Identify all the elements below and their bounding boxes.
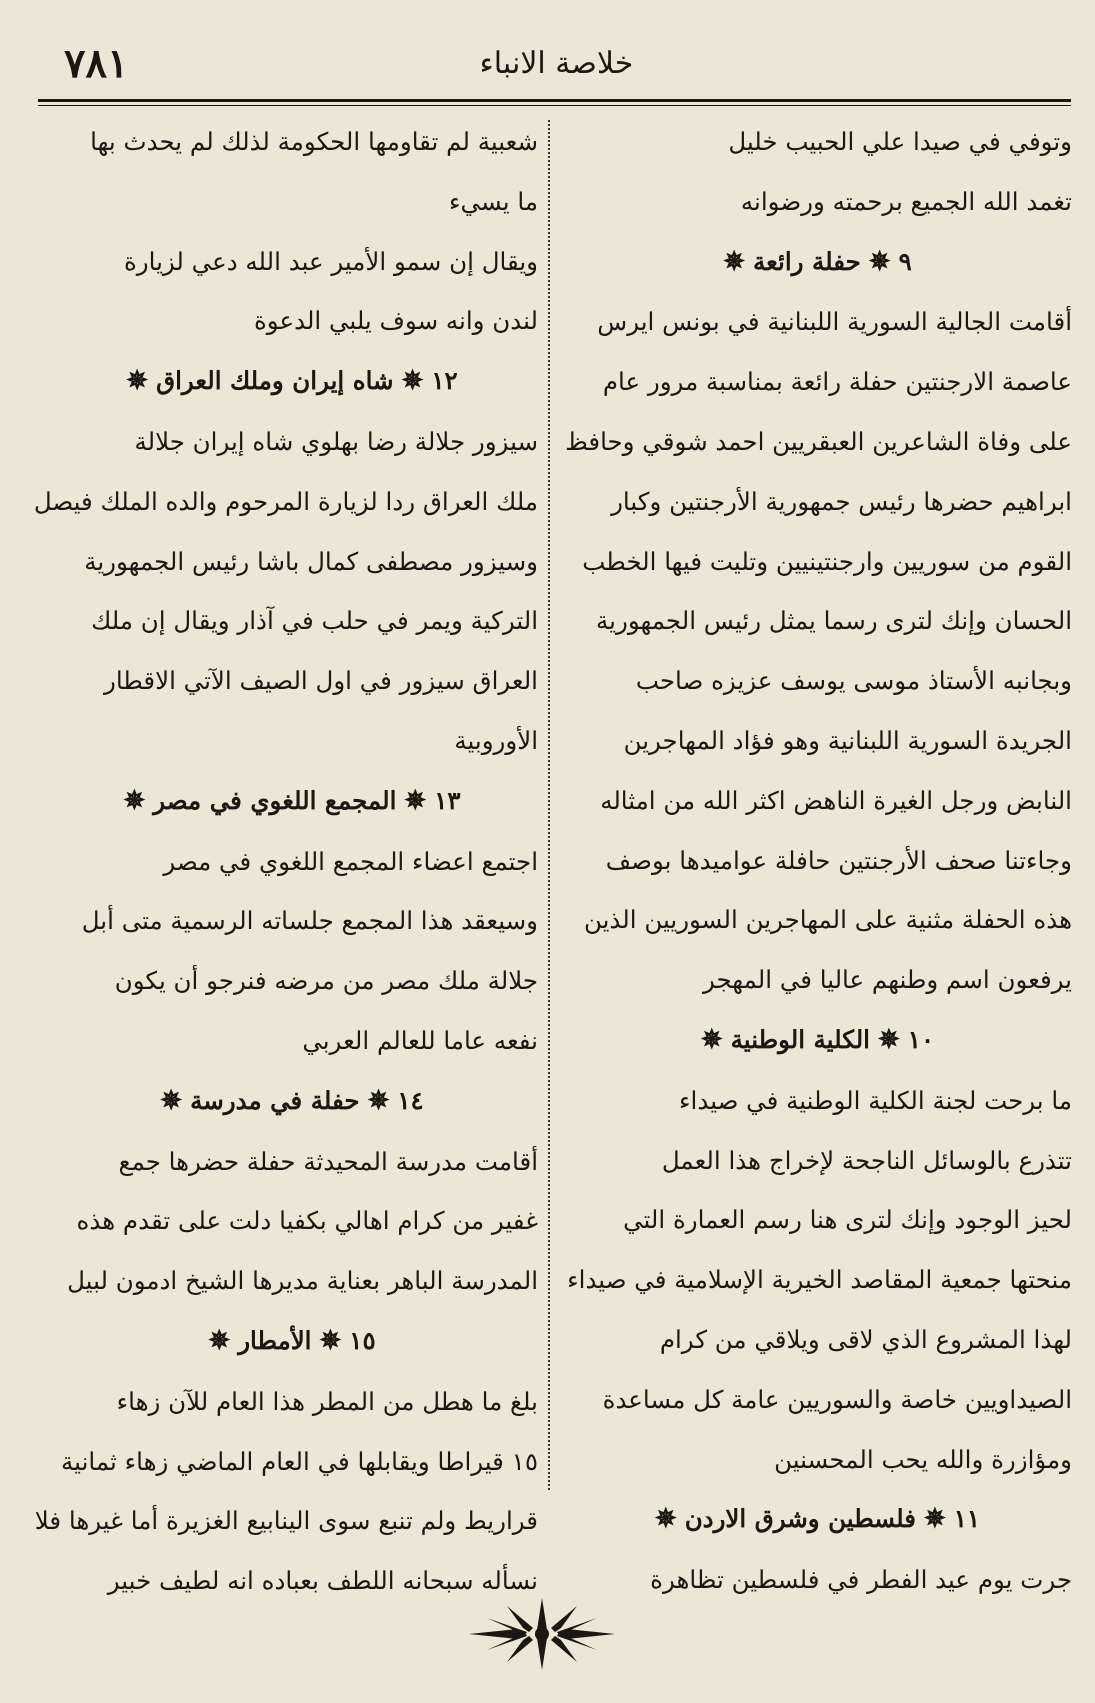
six-point-star-icon: ✵ [868, 246, 891, 277]
text-line: وبجانبه الأستاذ موسى يوسف عزيزه صاحب [635, 666, 1072, 696]
text-line: عاصمة الارجنتين حفلة رائعة بمناسبة مرور عام [602, 367, 1072, 397]
text-line: الجريدة السورية اللبنانية وهو فؤاد المهاجرين [623, 725, 1072, 755]
text-line: سيزور جلالة رضا بهلوي شاه إيران جلالة [134, 426, 538, 456]
text-line: ويقال إن سمو الأمير عبد الله دعي لزيارة [123, 246, 538, 276]
section-number: ٩ [898, 246, 912, 276]
header-rule [38, 99, 1071, 102]
text-line: على وفاة الشاعرين العبقريين احمد شوقي وحافظ [565, 426, 1072, 456]
text-line: وتوفي في صيدا علي الحبيب خليل [728, 127, 1072, 156]
six-point-star-icon: ✵ [700, 1024, 723, 1055]
text-line: ما برحت لجنة الكلية الوطنية في صيداء [679, 1085, 1072, 1115]
text-line: وسيزور مصطفى كمال باشا رئيس الجمهورية [84, 546, 538, 576]
left-column [33, 112, 538, 1596]
section-title: شاه إيران وملك العراق [156, 366, 394, 396]
six-point-star-icon: ✵ [654, 1504, 677, 1535]
section-number: ١٥ [349, 1325, 376, 1355]
text-line: بلغ ما هطل من المطر هذا العام للآن زهاء [116, 1386, 538, 1416]
section-number: ١٢ [431, 366, 458, 396]
six-point-star-icon: ✵ [723, 246, 746, 277]
six-point-star-icon: ✵ [404, 785, 427, 816]
text-line: يرفعون اسم وطنهم عاليا في المهجر [702, 965, 1072, 995]
section-number: ١٣ [434, 785, 461, 815]
text-line: لندن وانه سوف يلبي الدعوة [253, 306, 538, 336]
text-line: الصيداويين خاصة والسوريين عامة كل مساعدة [602, 1384, 1072, 1414]
section-heading [38, 771, 538, 832]
section-title: الكلية الوطنية [730, 1024, 870, 1054]
section-title: فلسطين وشرق الاردن [684, 1504, 916, 1534]
text-line: التركية ويمر في حلب في آذار ويقال إن ملك [91, 606, 538, 636]
text-line: جرت يوم عيد الفطر في فلسطين تظاهرة [650, 1565, 1072, 1595]
text-line: ١٥ قيراطا ويقابلها في العام الماضي زهاء ثمانية [61, 1446, 538, 1476]
page-number: ٧٨١ [64, 40, 129, 87]
section-number: ١٠ [907, 1024, 935, 1054]
section-title: الأمطار [238, 1325, 312, 1355]
text-line: نفعه عاما للعالم العربي [302, 1025, 538, 1055]
section-heading [555, 232, 1072, 293]
text-line: هذه الحفلة مثنية على المهاجرين السوريين الذين [583, 905, 1072, 935]
section-heading [38, 1071, 538, 1132]
section-heading [555, 1489, 1072, 1550]
text-line: ومؤازرة والله يحب المحسنين [774, 1444, 1072, 1474]
running-title: خلاصة الانباء [479, 46, 634, 81]
text-line: ملك العراق ردا لزيارة المرحوم والده الملك فيصل [33, 486, 538, 516]
right-column [555, 112, 1072, 1595]
text-line: تتذرع بالوسائل الناجحة لإخراج هذا العمل [661, 1145, 1072, 1175]
six-point-star-icon: ✵ [208, 1325, 231, 1356]
section-heading [555, 1010, 1072, 1071]
text-line: المدرسة الباهر بعناية مديرها الشيخ ادمون لبيل [67, 1266, 538, 1296]
text-line: القوم من سوريين وارجنتينيين وتليت فيها الخطب [582, 546, 1072, 576]
text-line: لهذا المشروع الذي لاقى ويلاقي من كرام [659, 1324, 1072, 1354]
six-point-star-icon: ✵ [367, 1085, 390, 1116]
section-title: حفلة رائعة [753, 246, 861, 276]
text-line: الحسان وإنك لترى رسما يمثل رئيس الجمهورية [596, 606, 1072, 636]
page-header [40, 40, 1073, 96]
text-line: تغمد الله الجميع برحمته ورضوانه [740, 186, 1072, 216]
section-title: المجمع اللغوي في مصر [153, 785, 397, 815]
section-number: ١١ [953, 1504, 981, 1534]
six-point-star-icon: ✵ [160, 1085, 183, 1116]
text-line: منحتها جمعية المقاصد الخيرية الإسلامية في صيداء [567, 1265, 1072, 1295]
text-line: نسأله سبحانه اللطف بعباده انه لطيف خبير [107, 1566, 538, 1596]
six-point-star-icon: ✵ [319, 1325, 342, 1356]
text-line: ابراهيم حضرها رئيس جمهورية الأرجنتين وكبار [611, 486, 1072, 516]
six-point-star-icon: ✵ [123, 785, 146, 816]
text-line: شعبية لم تقاومها الحكومة لذلك لم يحدث بها [90, 127, 538, 156]
text-line: وجاءتنا صحف الأرجنتين حافلة عواميدها بوصف [605, 845, 1072, 875]
six-point-star-icon: ✵ [401, 366, 424, 397]
section-title: حفلة في مدرسة [190, 1085, 360, 1115]
text-line: غفير من كرام اهالي بكفيا دلت على تقدم هذه [76, 1206, 538, 1236]
header-rule-thin [38, 105, 1071, 106]
tailpiece-ornament-icon [467, 1592, 617, 1676]
text-line: النابض ورجل الغيرة الناهض اكثر الله من امثاله [600, 785, 1072, 815]
section-heading [38, 1311, 538, 1372]
column-divider [548, 120, 550, 1490]
six-point-star-icon: ✵ [126, 366, 149, 397]
text-line: الأوروبية [454, 725, 538, 755]
section-number: ١٤ [397, 1085, 424, 1115]
text-line: اجتمع اعضاء المجمع اللغوي في مصر [163, 846, 538, 876]
text-line: العراق سيزور في اول الصيف الآتي الاقطار [103, 666, 538, 696]
text-line: أقامت الجالية السورية اللبنانية في بونس ايرس [597, 307, 1072, 337]
six-point-star-icon: ✵ [923, 1504, 946, 1535]
text-line: ما يسيء [449, 186, 538, 216]
text-line: أقامت مدرسة المحيدثة حفلة حضرها جمع [118, 1146, 538, 1176]
text-line: جلالة ملك مصر من مرضه فنرجو أن يكون [114, 966, 538, 996]
text-line: لحيز الوجود وإنك لترى هنا رسم العمارة التي [623, 1205, 1072, 1235]
six-point-star-icon: ✵ [878, 1024, 900, 1055]
text-line: قراريط ولم تنبع سوى الينابيع الغزيرة أما غيرها فلا [34, 1506, 538, 1536]
text-line: وسيعقد هذا المجمع جلساته الرسمية متى أبل [81, 906, 538, 936]
section-heading [38, 351, 538, 412]
